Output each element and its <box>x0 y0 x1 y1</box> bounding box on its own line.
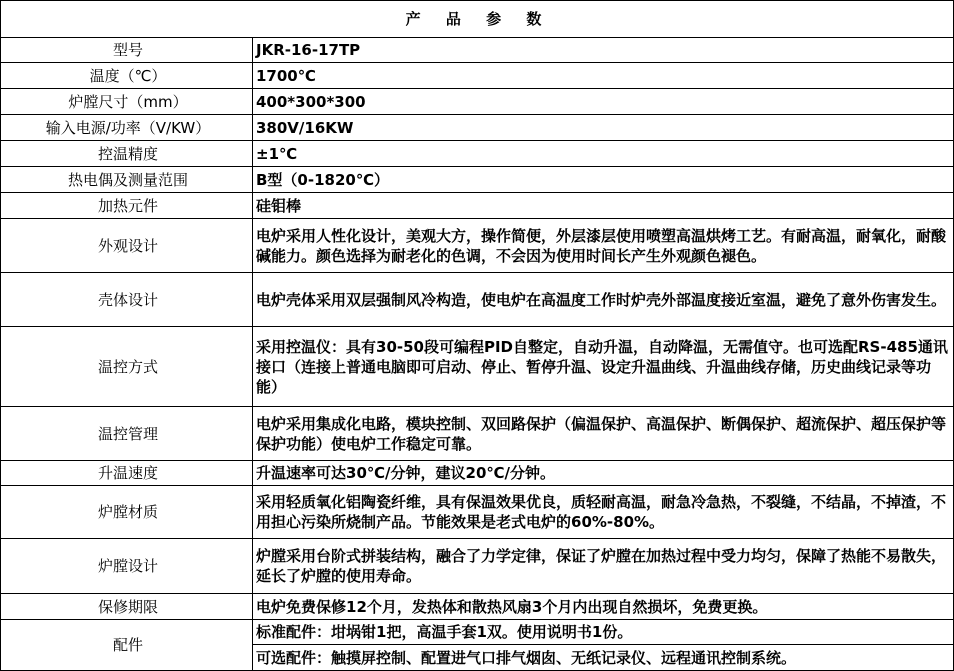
table-row <box>1 539 954 594</box>
table-row <box>1 273 954 327</box>
row-value-shell: 电炉壳体采用双层强制风冷构造，使电炉在高温度工作时炉壳外部温度接近室温，避免了意外伤害发生。 <box>253 273 954 327</box>
table-row <box>1 594 954 620</box>
table-row <box>1 89 954 115</box>
table-row <box>1 219 954 273</box>
row-value-chamber-material: 采用轻质氧化铝陶瓷纤维，具有保温效果优良，质轻耐高温，耐急冷急热，不裂缝，不结晶，不掉渣，不用担心污染所烧制产品。节能效果是老式电炉的60%-80%。 <box>253 486 954 539</box>
row-label-chamber-design: 炉膛设计 <box>1 539 253 594</box>
table-row <box>1 486 954 539</box>
row-value-thermocouple: B型（0-1820℃） <box>253 167 954 193</box>
row-value-heating-rate: 升温速率可达30℃/分钟，建议20℃/分钟。 <box>253 461 954 486</box>
row-value-chamber-design: 炉膛采用台阶式拼装结构，融合了力学定律，保证了炉膛在加热过程中受力均匀，保障了热能不易散失，延长了炉膛的使用寿命。 <box>253 539 954 594</box>
row-value-control-mode: 采用控温仪：具有30-50段可编程PID自整定，自动升温，自动降温，无需值守。也可选配RS-485通讯接口（连接上普通电脑即可启动、停止、暂停升温、设定升温曲线、升温曲线存储，历史曲线记录等功能） <box>253 327 954 407</box>
table-row <box>1 141 954 167</box>
row-label-power: 输入电源/功率（V/KW） <box>1 115 253 141</box>
table-title: 产 品 参 数 <box>1 1 954 38</box>
row-label-heating-element: 加热元件 <box>1 193 253 219</box>
row-label-shell: 壳体设计 <box>1 273 253 327</box>
row-label-chamber-size: 炉膛尺寸（mm） <box>1 89 253 115</box>
row-value-optional-accessories: 可选配件：触摸屏控制、配置进气口排气烟囱、无纸记录仪、远程通讯控制系统。 <box>253 645 954 671</box>
table-row <box>1 63 954 89</box>
row-label-warranty: 保修期限 <box>1 594 253 620</box>
row-label-control-mode: 温控方式 <box>1 327 253 407</box>
row-value-power: 380V/16KW <box>253 115 954 141</box>
row-label-chamber-material: 炉膛材质 <box>1 486 253 539</box>
row-label-accuracy: 控温精度 <box>1 141 253 167</box>
row-value-heating-element: 硅钼棒 <box>253 193 954 219</box>
row-value-warranty: 电炉免费保修12个月，发热体和散热风扇3个月内出现自然损坏，免费更换。 <box>253 594 954 620</box>
row-label-temperature: 温度（℃） <box>1 63 253 89</box>
row-label-heating-rate: 升温速度 <box>1 461 253 486</box>
table-row <box>1 461 954 486</box>
table-row <box>1 167 954 193</box>
row-value-accuracy: ±1℃ <box>253 141 954 167</box>
row-label-accessories: 配件 <box>1 620 253 671</box>
row-value-model: JKR-16-17TP <box>253 38 954 63</box>
row-label-appearance: 外观设计 <box>1 219 253 273</box>
row-value-temperature: 1700℃ <box>253 63 954 89</box>
table-row <box>1 115 954 141</box>
row-value-appearance: 电炉采用人性化设计，美观大方，操作简便，外层漆层使用喷塑高温烘烤工艺。有耐高温，耐氧化，耐酸碱能力。颜色选择为耐老化的色调，不会因为使用时间长产生外观颜色褪色。 <box>253 219 954 273</box>
row-value-standard-accessories: 标准配件：坩埚钳1把，高温手套1双。使用说明书1份。 <box>253 620 954 645</box>
row-label-thermocouple: 热电偶及测量范围 <box>1 167 253 193</box>
table-row <box>1 407 954 461</box>
row-label-control-management: 温控管理 <box>1 407 253 461</box>
table-row <box>1 327 954 407</box>
row-value-chamber-size: 400*300*300 <box>253 89 954 115</box>
row-label-model: 型号 <box>1 38 253 63</box>
table-row <box>1 193 954 219</box>
table-row <box>1 38 954 63</box>
table-row <box>1 620 954 645</box>
row-value-control-management: 电炉采用集成化电路，模块控制、双回路保护（偏温保护、高温保护、断偶保护、超流保护、超压保护等保护功能）使电炉工作稳定可靠。 <box>253 407 954 461</box>
